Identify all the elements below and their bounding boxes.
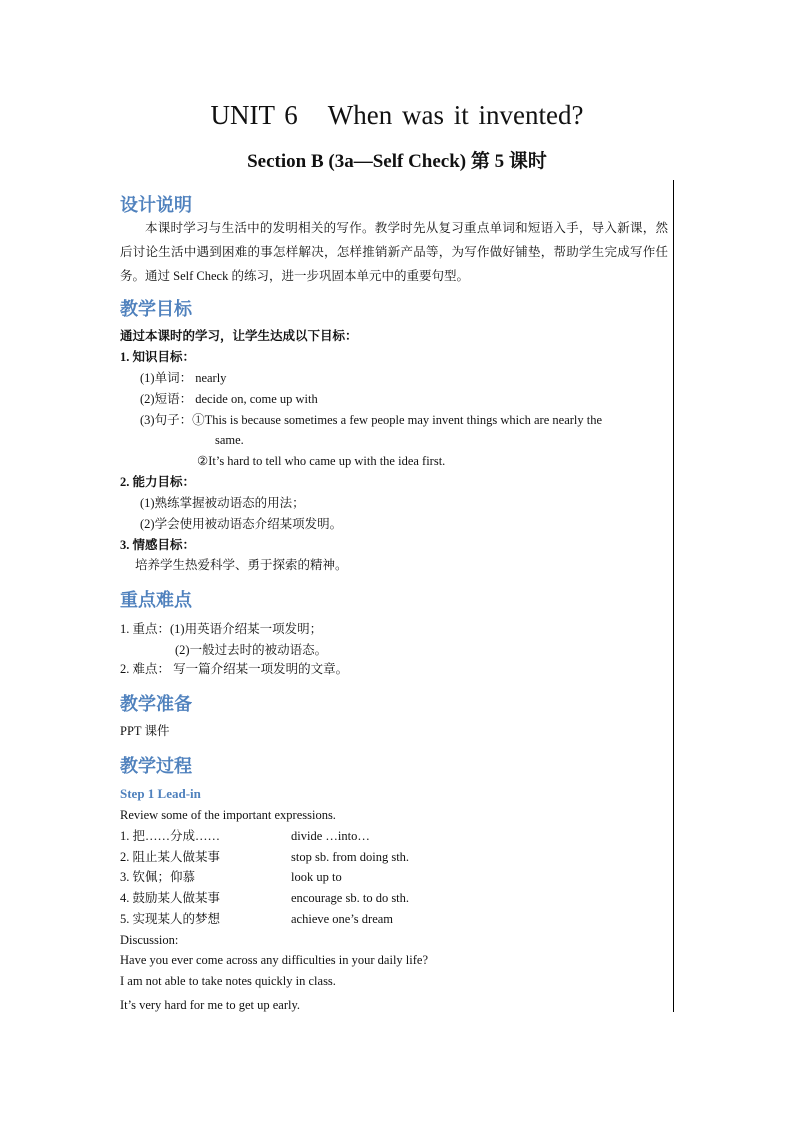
sentence-item-1-continued: same. [215,433,244,447]
emotion-goal-label: 3. 情感目标： [120,538,196,552]
key-point-2: (2)一般过去时的被动语态。 [175,643,328,657]
step-1-title: Step 1 Lead-in [120,786,201,801]
objectives-intro: 通过本课时的学习，让学生达成以下目标： [120,329,358,343]
key-point-1: 1. 重点：(1)用英语介绍某一项发明； [120,622,323,636]
words-item: (1)单词： nearly [140,371,227,385]
discussion-answer-2: It’s very hard for me to get up early. [120,998,301,1012]
prep-text: PPT 课件 [120,724,170,738]
discussion-answer-1: I am not able to take notes quickly in class. [120,974,336,988]
expression-cn-2: 2. 阻止某人做某事 [120,850,221,864]
sentence-item-2: ②It’s hard to tell who came up with the idea first. [197,454,446,468]
unit-question: When was it invented? [327,100,584,130]
discussion-question: Have you ever come across any difficulties in your daily life? [120,953,428,967]
ability-goal-label: 2. 能力目标： [120,475,196,489]
section-subtitle: Section B (3a—Self Check) 第 5 课时 [247,151,547,172]
unit-number: UNIT 6 [210,100,298,130]
expression-en-5: achieve one’s dream [291,912,394,926]
difficult-point: 2. 难点： 写一篇介绍某一项发明的文章。 [120,662,349,676]
discussion-label: Discussion: [120,933,179,947]
key-points-heading: 重点难点 [120,590,192,610]
review-line: Review some of the important expressions. [120,808,336,822]
expression-cn-3: 3. 钦佩；仰慕 [120,870,196,884]
expression-en-3: look up to [291,870,342,884]
knowledge-goal-label: 1. 知识目标： [120,350,196,364]
emotion-item-1: 培养学生热爱科学、勇于探索的精神。 [135,558,348,572]
right-margin-rule [673,180,674,1012]
ability-item-2: (2)学会使用被动语态介绍某项发明。 [140,517,343,531]
prep-heading: 教学准备 [120,694,192,714]
expression-en-1: divide …into… [291,829,370,843]
objectives-heading: 教学目标 [120,299,192,319]
expression-en-4: encourage sb. to do sth. [291,891,410,905]
expression-cn-4: 4. 鼓励某人做某事 [120,891,221,905]
ability-item-1: (1)熟练掌握被动语态的用法； [140,496,305,510]
phrases-item: (2)短语： decide on, come up with [140,392,318,406]
expression-en-2: stop sb. from doing sth. [291,850,410,864]
design-paragraph: 本课时学习与生活中的发明相关的写作。教学时先从复习重点单词和短语入手，导入新课，然后讨论生活中遇到困难的事怎样解决，怎样推销新产品等，为写作做好铺垫，帮助学生完成写作任务。通过 Self Check 的练习，进一步巩固本单元中的重要句型。 [120,221,668,283]
unit-title [0,100,794,131]
sentence-item-1: (3)句子：①This is because sometimes a few people may invent things which are nearly the [140,413,603,427]
expression-cn-5: 5. 实现某人的梦想 [120,912,221,926]
design-heading: 设计说明 [120,195,192,215]
expression-cn-1: 1. 把……分成…… [120,829,221,843]
process-heading: 教学过程 [120,756,192,776]
